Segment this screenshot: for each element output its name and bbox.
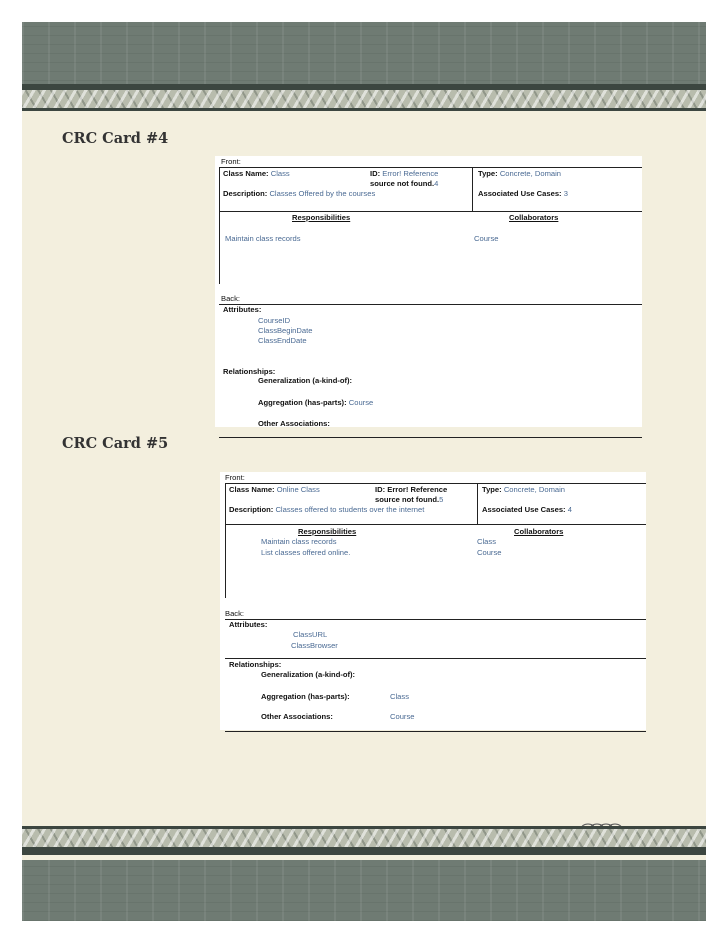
attribute-item: CourseID [258, 316, 291, 325]
id-number: 5 [439, 495, 444, 504]
aggregation-label: Aggregation (has-parts): [261, 692, 350, 701]
id-label: ID: [370, 169, 381, 178]
id-line1: Error! Reference [387, 485, 448, 494]
bottom-border-line [22, 847, 706, 855]
collaborators-header: Collaborators [509, 213, 559, 222]
type-label: Type: [482, 485, 502, 494]
type-value: Concrete, Domain [499, 169, 562, 178]
use-cases-label: Associated Use Cases: [478, 189, 562, 198]
bottom-floral-strip [22, 829, 706, 847]
collaborators-header: Collaborators [514, 527, 564, 536]
front-label: Front: [225, 473, 245, 482]
attribute-item: ClassURL [293, 630, 328, 639]
attribute-item: ClassBeginDate [258, 326, 313, 335]
type-value: Concrete, Domain [503, 485, 566, 494]
id-line2: source not found. [375, 495, 440, 504]
top-border-band [22, 22, 706, 90]
attributes-label: Attributes: [223, 305, 262, 314]
aggregation-value: Course [348, 398, 374, 407]
responsibility-item: List classes offered online. [261, 548, 351, 557]
description-value: Classes offered to students over the internet [275, 505, 425, 514]
aggregation-label: Aggregation (has-parts): [258, 398, 347, 407]
back-label: Back: [225, 609, 244, 618]
use-cases-value: 4 [567, 505, 572, 514]
top-floral-strip [22, 90, 706, 108]
responsibility-item: Maintain class records [225, 234, 301, 243]
relationships-label: Relationships: [229, 660, 282, 669]
bottom-border-band [22, 860, 706, 921]
document-page [22, 22, 706, 921]
class-name-label: Class Name: [229, 485, 275, 494]
id-line2: source not found. [370, 179, 435, 188]
crc-card-5 [220, 472, 646, 730]
collaborator-item: Class [477, 537, 496, 546]
responsibility-item: Maintain class records [261, 537, 337, 546]
id-label: ID: [375, 485, 386, 494]
class-name-value: Class [270, 169, 290, 178]
other-associations-label: Other Associations: [261, 712, 333, 721]
other-associations-label: Other Associations: [258, 419, 330, 428]
back-label: Back: [221, 294, 240, 303]
relationships-label: Relationships: [223, 367, 276, 376]
crc-card-4-heading: CRC Card #4 [62, 130, 169, 147]
id-line1: Error! Reference [382, 169, 439, 178]
description-value: Classes Offered by the courses [269, 189, 376, 198]
attribute-item: ClassEndDate [258, 336, 307, 345]
crc-card-5-heading: CRC Card #5 [62, 435, 169, 452]
responsibilities-header: Responsibilities [298, 527, 357, 536]
responsibilities-header: Responsibilities [292, 213, 351, 222]
other-associations-value: Course [390, 712, 415, 721]
collaborator-item: Course [474, 234, 499, 243]
generalization-label: Generalization (a-kind-of): [258, 376, 353, 385]
class-name-value: Online Class [276, 485, 320, 494]
id-number: 4 [434, 179, 439, 188]
attributes-label: Attributes: [229, 620, 268, 629]
use-cases-value: 3 [563, 189, 568, 198]
description-label: Description: [229, 505, 274, 514]
front-label: Front: [221, 157, 241, 166]
use-cases-label: Associated Use Cases: [482, 505, 566, 514]
aggregation-value: Class [390, 692, 409, 701]
description-label: Description: [223, 189, 268, 198]
attribute-item: ClassBrowser [291, 641, 338, 650]
type-label: Type: [478, 169, 498, 178]
top-border-line-lower [22, 108, 706, 111]
generalization-label: Generalization (a-kind-of): [261, 670, 356, 679]
crc-card-4 [215, 156, 642, 427]
class-name-label: Class Name: [223, 169, 269, 178]
collaborator-item: Course [477, 548, 502, 557]
